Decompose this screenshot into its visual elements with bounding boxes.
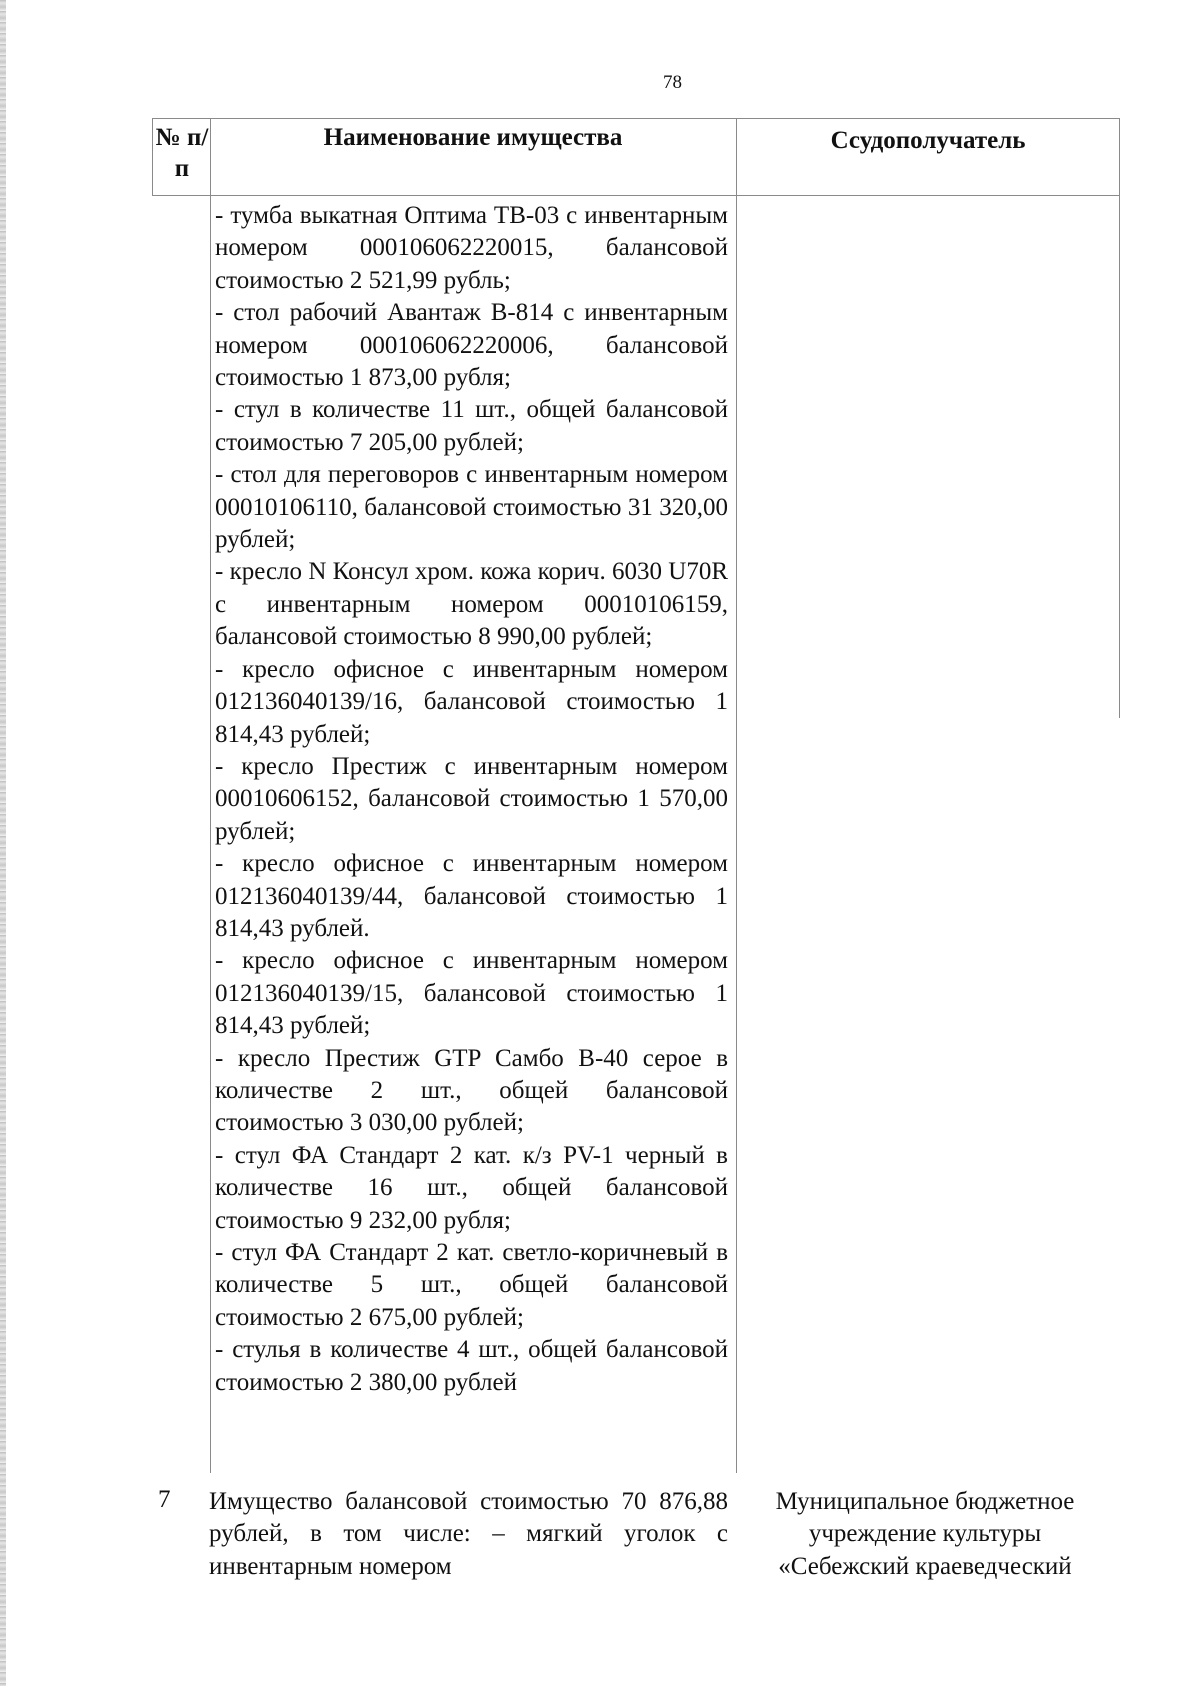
header-recipient: Ссудополучатель xyxy=(830,127,1026,154)
list-item: - стол для переговоров с инвентарным номером 00010106110, балансовой стоимостью 31 320,00 рублей; xyxy=(215,461,728,554)
list-item: - стул в количестве 11 шт., общей балансовой стоимостью 7 205,00 рублей; xyxy=(215,396,728,456)
list-item: - кресло N Консул хром. кожа корич. 6030 U70R с инвентарным номером 00010106159, балансовой стоимостью 8 990,00 рублей; xyxy=(215,558,728,651)
list-item: - тумба выкатная Оптима ТВ-03 с инвентарным номером 000106062220015, балансовой стоимостью 2 521,99 рубль; xyxy=(215,202,728,294)
list-item: - кресло офисное с инвентарным номером 012136040139/16, балансовой стоимостью 1 814,43 рублей; xyxy=(215,655,728,748)
row-number: 7 xyxy=(158,1486,171,1513)
table-top-border xyxy=(152,118,1120,119)
header-number: № п/п xyxy=(155,124,209,182)
list-item: - стулья в количестве 4 шт., общей балансовой стоимостью 2 380,00 рублей xyxy=(215,1336,728,1396)
table-right-border xyxy=(1119,118,1120,718)
list-item: - кресло Престиж GTP Самбо В-40 серое в количестве 2 шт., общей балансовой стоимостью 3 030,00 рублей; xyxy=(215,1044,728,1137)
list-item: - кресло офисное с инвентарным номером 012136040139/15, балансовой стоимостью 1 814,43 рублей; xyxy=(215,947,728,1040)
list-item: - стул ФА Стандарт 2 кат. светло-коричневый в количестве 5 шт., общей балансовой стоимостью 2 675,00 рублей; xyxy=(215,1239,728,1331)
page-number: 78 xyxy=(663,72,682,93)
column-divider-2 xyxy=(736,118,737,1473)
list-item: - стул ФА Стандарт 2 кат. к/з PV-1 черный в количестве 16 шт., общей балансовой стоимостью 9 232,00 рубля; xyxy=(215,1141,728,1234)
continued-items-list xyxy=(215,200,728,1399)
list-item: - кресло Престиж с инвентарным номером 00010606152, балансовой стоимостью 1 570,00 рублей; xyxy=(215,752,728,845)
list-item: - стол рабочий Авантаж В-814 с инвентарным номером 000106062220006, балансовой стоимостью 1 873,00 рубля; xyxy=(215,299,728,392)
header-bottom-border xyxy=(152,195,1120,196)
column-divider-1 xyxy=(210,118,211,1473)
row-property-name: Имущество балансовой стоимостью 70 876,88 рублей, в том числе: – мягкий уголок с инвентарным номером xyxy=(209,1488,728,1580)
row-recipient: Муниципальное бюджетное учреждение культуры «Себежский краеведческий xyxy=(775,1488,1075,1580)
list-item: - кресло офисное с инвентарным номером 012136040139/44, балансовой стоимостью 1 814,43 рублей. xyxy=(215,850,728,942)
scan-edge xyxy=(0,0,6,1686)
header-name: Наименование имущества xyxy=(323,124,623,151)
